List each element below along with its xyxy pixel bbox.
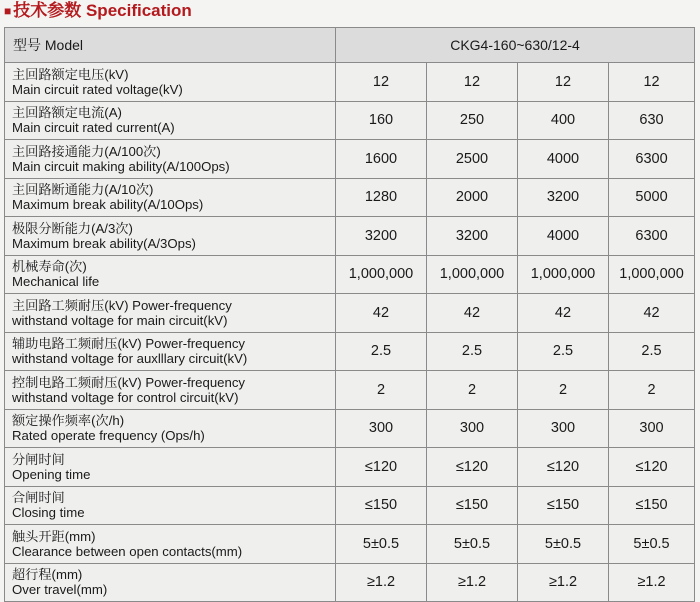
value-cell: 300 bbox=[427, 409, 518, 448]
value-cell: 1,000,000 bbox=[609, 255, 695, 294]
value-cell: ≤120 bbox=[609, 448, 695, 487]
value-cell: ≥1.2 bbox=[609, 563, 695, 602]
param-en: Main circuit rated voltage(kV) bbox=[12, 81, 183, 97]
param-cell bbox=[5, 448, 336, 487]
param-en: Maximum break ability(A/3Ops) bbox=[12, 235, 196, 251]
value-cell: 300 bbox=[609, 409, 695, 448]
param-en: Opening time bbox=[12, 466, 91, 482]
param-cell bbox=[5, 255, 336, 294]
param-cell bbox=[5, 486, 336, 525]
table-row bbox=[5, 525, 695, 564]
table-row bbox=[5, 332, 695, 371]
value-cell: 2.5 bbox=[336, 332, 427, 371]
model-label: 型号 Model bbox=[5, 28, 336, 63]
param-en: Main circuit making ability(A/100Ops) bbox=[12, 158, 230, 174]
param-cn: 主回路接通能力(A/100次) bbox=[12, 143, 161, 159]
value-cell: 12 bbox=[518, 63, 609, 102]
param-en: Rated operate frequency (Ops/h) bbox=[12, 428, 205, 444]
value-cell: 630 bbox=[609, 101, 695, 140]
value-cell: 400 bbox=[518, 101, 609, 140]
param-cn: 额定操作频率(次/h) bbox=[12, 413, 125, 429]
value-cell: 1600 bbox=[336, 140, 427, 179]
param-cell bbox=[5, 409, 336, 448]
value-cell: 5±0.5 bbox=[609, 525, 695, 564]
value-cell: 300 bbox=[336, 409, 427, 448]
value-cell: 160 bbox=[336, 101, 427, 140]
param-cn: 超行程(mm) bbox=[12, 567, 83, 583]
table-row bbox=[5, 486, 695, 525]
param-en: Main circuit rated current(A) bbox=[12, 120, 175, 136]
table-row bbox=[5, 178, 695, 217]
param-cn: 辅助电路工频耐压(kV) Power-frequency bbox=[12, 336, 246, 352]
param-cell bbox=[5, 525, 336, 564]
value-cell: ≥1.2 bbox=[336, 563, 427, 602]
param-cell bbox=[5, 63, 336, 102]
value-cell: 3200 bbox=[427, 217, 518, 256]
value-cell: 3200 bbox=[518, 178, 609, 217]
param-cell bbox=[5, 332, 336, 371]
heading-text: 技术参数 Specification bbox=[13, 1, 192, 20]
param-cn: 机械寿命(次) bbox=[12, 259, 87, 275]
value-cell: 2 bbox=[427, 371, 518, 410]
value-cell: ≤150 bbox=[427, 486, 518, 525]
param-en: Mechanical life bbox=[12, 274, 100, 290]
param-cn: 主回路断通能力(A/10次) bbox=[12, 182, 154, 198]
param-cn: 主回路额定电压(kV) bbox=[12, 66, 129, 82]
section-heading bbox=[4, 0, 192, 26]
value-cell: 42 bbox=[336, 294, 427, 333]
table-row bbox=[5, 294, 695, 333]
param-en: withstand voltage for main circuit(kV) bbox=[12, 312, 228, 328]
param-cn: 分闸时间 bbox=[12, 451, 65, 467]
value-cell: 2000 bbox=[427, 178, 518, 217]
param-cell bbox=[5, 140, 336, 179]
value-cell: 250 bbox=[427, 101, 518, 140]
value-cell: 42 bbox=[518, 294, 609, 333]
param-en: Over travel(mm) bbox=[12, 582, 108, 598]
header-row bbox=[5, 28, 695, 63]
value-cell: ≤120 bbox=[427, 448, 518, 487]
table-row bbox=[5, 217, 695, 256]
value-cell: 5±0.5 bbox=[427, 525, 518, 564]
table-row bbox=[5, 371, 695, 410]
param-en: withstand voltage for control circuit(kV) bbox=[12, 389, 239, 405]
value-cell: ≤150 bbox=[518, 486, 609, 525]
value-cell: 12 bbox=[609, 63, 695, 102]
value-cell: 2 bbox=[609, 371, 695, 410]
value-cell: 300 bbox=[518, 409, 609, 448]
value-cell: 12 bbox=[427, 63, 518, 102]
value-cell: 2.5 bbox=[427, 332, 518, 371]
value-cell: ≤120 bbox=[336, 448, 427, 487]
value-cell: 2500 bbox=[427, 140, 518, 179]
param-cell bbox=[5, 563, 336, 602]
value-cell: 1,000,000 bbox=[427, 255, 518, 294]
param-cn: 合闸时间 bbox=[12, 490, 65, 506]
param-cn: 极限分断能力(A/3次) bbox=[12, 220, 133, 236]
value-cell: ≥1.2 bbox=[518, 563, 609, 602]
param-cell bbox=[5, 294, 336, 333]
param-en: Maximum break ability(A/10Ops) bbox=[12, 197, 204, 213]
value-cell: 2 bbox=[518, 371, 609, 410]
value-cell: 5±0.5 bbox=[518, 525, 609, 564]
value-cell: 42 bbox=[427, 294, 518, 333]
param-cn: 控制电路工频耐压(kV) Power-frequency bbox=[12, 374, 246, 390]
value-cell: 3200 bbox=[336, 217, 427, 256]
table-row bbox=[5, 63, 695, 102]
table-row bbox=[5, 409, 695, 448]
table-row bbox=[5, 101, 695, 140]
value-cell: ≤150 bbox=[609, 486, 695, 525]
param-cell bbox=[5, 217, 336, 256]
value-cell: 5±0.5 bbox=[336, 525, 427, 564]
param-cell bbox=[5, 101, 336, 140]
value-cell: 1,000,000 bbox=[518, 255, 609, 294]
param-cell bbox=[5, 371, 336, 410]
value-cell: 12 bbox=[336, 63, 427, 102]
value-cell: 1,000,000 bbox=[336, 255, 427, 294]
value-cell: ≤150 bbox=[336, 486, 427, 525]
square-bullet-icon: ■ bbox=[4, 4, 12, 18]
model-value: CKG4-160~630/12-4 bbox=[336, 28, 695, 63]
table-row bbox=[5, 448, 695, 487]
param-en: Clearance between open contacts(mm) bbox=[12, 543, 243, 559]
value-cell: 2 bbox=[336, 371, 427, 410]
value-cell: 4000 bbox=[518, 140, 609, 179]
value-cell: ≥1.2 bbox=[427, 563, 518, 602]
value-cell: 5000 bbox=[609, 178, 695, 217]
table-row bbox=[5, 563, 695, 602]
value-cell: ≤120 bbox=[518, 448, 609, 487]
value-cell: 42 bbox=[609, 294, 695, 333]
param-cn: 主回路工频耐压(kV) Power-frequency bbox=[12, 297, 232, 313]
value-cell: 2.5 bbox=[609, 332, 695, 371]
param-cn: 触头开距(mm) bbox=[12, 528, 96, 544]
param-cn: 主回路额定电流(A) bbox=[12, 105, 122, 121]
value-cell: 6300 bbox=[609, 140, 695, 179]
param-en: withstand voltage for auxlllary circuit(kV) bbox=[12, 351, 248, 367]
param-cell bbox=[5, 178, 336, 217]
value-cell: 2.5 bbox=[518, 332, 609, 371]
table-row bbox=[5, 255, 695, 294]
table-row bbox=[5, 140, 695, 179]
value-cell: 6300 bbox=[609, 217, 695, 256]
value-cell: 1280 bbox=[336, 178, 427, 217]
spec-table bbox=[4, 27, 695, 602]
value-cell: 4000 bbox=[518, 217, 609, 256]
param-en: Closing time bbox=[12, 505, 85, 521]
